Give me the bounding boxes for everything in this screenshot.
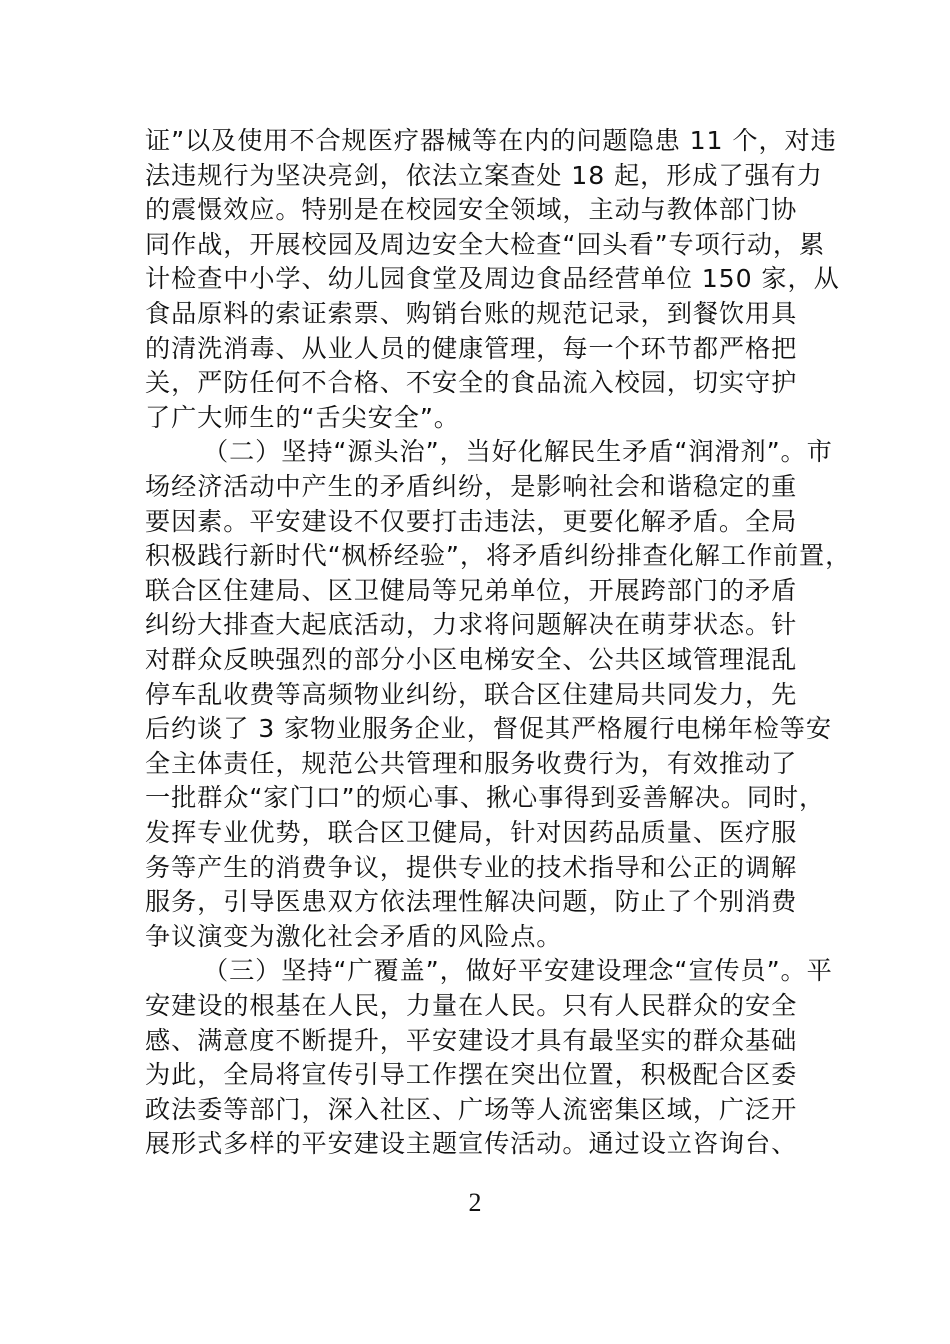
paragraph-3-line: 政法委等部门，深入社区、广场等人流密集区域，广泛开 bbox=[145, 1094, 798, 1124]
paragraph-2-line: 一批群众“家门口”的烦心事、揪心事得到妥善解决。同时， bbox=[145, 783, 826, 813]
paragraph-1-line: 同作战，开展校园及周边安全大检查“回头看”专项行动，累 bbox=[145, 229, 826, 259]
paragraph-1-line: 了广大师生的“舌尖安全”。 bbox=[145, 402, 460, 432]
paragraph-1-line: 关，严防任何不合格、不安全的食品流入校园，切实守护 bbox=[145, 368, 798, 398]
paragraph-1-line: 的清洗消毒、从业人员的健康管理，每一个环节都严格把 bbox=[145, 333, 798, 363]
paragraph-2-line: 争议演变为激化社会矛盾的风险点。 bbox=[145, 921, 563, 951]
paragraph-2-line: 停车乱收费等高频物业纠纷，联合区住建局共同发力，先 bbox=[145, 679, 798, 709]
paragraph-1-line: 的震慑效应。特别是在校园安全领域，主动与教体部门协 bbox=[145, 195, 798, 225]
paragraph-2-line: 积极践行新时代“枫桥经验”，将矛盾纠纷排查化解工作前置， bbox=[145, 541, 852, 571]
paragraph-1-line: 计检查中小学、幼儿园食堂及周边食品经营单位 150 家，从 bbox=[145, 264, 840, 294]
paragraph-3-line: 安建设的根基在人民，力量在人民。只有人民群众的安全 bbox=[145, 991, 798, 1020]
paragraph-2-line: 务等产生的消费争议，提供专业的技术指导和公正的调解 bbox=[145, 852, 798, 882]
paragraph-1-line: 证”以及使用不合规医疗器械等在内的问题隐患 11 个，对违 bbox=[145, 126, 837, 155]
paragraph-2-line: 对群众反映强烈的部分小区电梯安全、公共区域管理混乱 bbox=[145, 645, 798, 674]
page-number: 2 bbox=[468, 1188, 482, 1217]
paragraph-3-line: 感、满意度不断提升，平安建设才具有最坚实的群众基础 bbox=[145, 1025, 798, 1055]
paragraph-2-line: 后约谈了 3 家物业服务企业，督促其严格履行电梯年检等安 bbox=[145, 714, 832, 744]
paragraph-3-line: 为此，全局将宣传引导工作摆在突出位置，积极配合区委 bbox=[145, 1060, 798, 1090]
paragraph-2-line: 场经济活动中产生的矛盾纠纷，是影响社会和谐稳定的重 bbox=[145, 472, 798, 501]
paragraph-2-line: 纠纷大排查大起底活动，力求将问题解决在萌芽状态。针 bbox=[145, 610, 798, 640]
paragraph-3-line: 展形式多样的平安建设主题宣传活动。通过设立咨询台、 bbox=[145, 1129, 798, 1159]
paragraph-3-line: （三）坚持“广覆盖”，做好平安建设理念“宣传员”。平 bbox=[203, 956, 833, 986]
paragraph-2-line: （二）坚持“源头治”，当好化解民生矛盾“润滑剂”。市 bbox=[203, 437, 833, 467]
paragraph-2-line: 联合区住建局、区卫健局等兄弟单位，开展跨部门的矛盾 bbox=[145, 575, 798, 605]
paragraph-2-line: 要因素。平安建设不仅要打击违法，更要化解矛盾。全局 bbox=[145, 506, 798, 536]
paragraph-1-line: 法违规行为坚决亮剑，依法立案查处 18 起，形成了强有力 bbox=[145, 160, 823, 190]
paragraph-2-line: 服务，引导医患双方依法理性解决问题，防止了个别消费 bbox=[145, 887, 798, 917]
paragraph-2-line: 发挥专业优势，联合区卫健局，针对因药品质量、医疗服 bbox=[145, 818, 798, 847]
paragraph-1-line: 食品原料的索证索票、购销台账的规范记录，到餐饮用具 bbox=[145, 299, 798, 328]
paragraph-2-line: 全主体责任，规范公共管理和服务收费行为，有效推动了 bbox=[145, 748, 798, 778]
